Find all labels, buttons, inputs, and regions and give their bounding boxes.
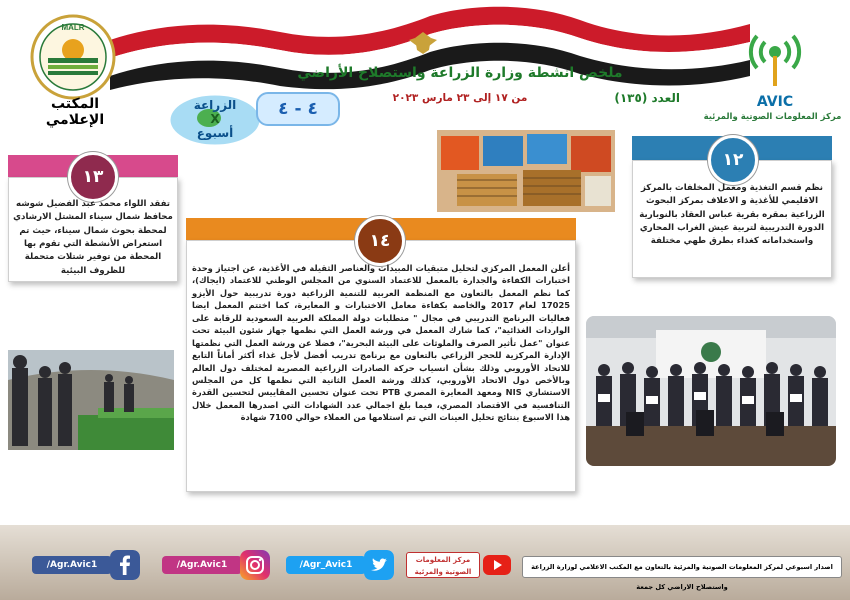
card-12-number: ١٢ — [708, 135, 758, 185]
badge-line-x: X — [210, 112, 220, 126]
training-cages-photo — [437, 130, 615, 212]
footer-note: اصدار اسبوعي لمركز المعلومات الصوتية والمرئية بالتعاون مع المكتب الاعلامي لوزارة الزراعة واستصلاح الاراضي كل جمعة — [522, 556, 842, 578]
card-13-number: ١٣ — [68, 152, 118, 202]
svg-text:MALR: MALR — [61, 23, 85, 32]
facebook-handle: /Agr.Avic1 — [32, 556, 112, 574]
card-13-text: تفقد اللواء محمد عبد الفضيل شوشه محافظ شمال سيناء المشتل الارشادي لمحطة بحوث شمال سيناء، حيث تم استعراض الأنشطة التي تقوم بها المحطة من توفير شتلات متحملة للظروف البيئية — [13, 199, 173, 276]
issue-number: العدد (١٣٥) — [614, 91, 680, 105]
youtube-icon — [482, 550, 512, 580]
card-12-text: نظم قسم التغذية ومعمل المخلفات بالمركز الاقليمي للأغذية و الاعلاف بمركز البحوث الزراعية بمقره بقرية عباس العقاد بالنوبارية الدورة التدريبية لتربية عيش الغراب المحاري واستخداماته كغذاء بطرق طهي مختلفة — [639, 183, 825, 247]
instagram-icon — [240, 550, 270, 580]
avic-logo-text: AVIC — [756, 94, 794, 110]
avic-logo — [735, 18, 815, 90]
twitter-handle: /Agr_Avic1 — [286, 556, 366, 574]
greenhouse-visit-photo — [8, 350, 174, 450]
bulletin-title: ملخص انشطة وزارة الزراعة واستصلاح الأراضي — [297, 65, 623, 81]
badge-line-week: أسبوع — [196, 126, 234, 140]
ministry-logo — [30, 14, 116, 100]
date-range: من ١٧ إلى ٢٣ مارس ٢٠٢٣ — [392, 92, 528, 104]
instagram-handle: /Agr.Avic1 — [162, 556, 242, 574]
card-14-text: أعلن المعمل المركزي لتحليل متبقيات المبيدات والعناصر الثقيلة في الأغذية، عن اجتياز وحدة اختبارات الكفاءة والجدارة بالمعمل للاعتماد السنوي من المجلس الوطني للاعتماد (ايجاك)، كما نظم المعمل بالتعاون مع المنظمة العربية للتنمية الزراعية دورة تدريبية حول الأيزو 17025 لعام 2017 والخاصة بكفاءة معامل الاختبارات و المعايرة، كما اختتم المعمل ايضا فعاليات البرنامج التدريبي في مجال " متطلبات دولة المملكة العربية السعودية للرقابة على الواردات الغذائية"، كما شارك المعمل في ورشة العمل التي نظمها جهاز شئون البيئة تحت عنوان "عمل تأثير الصرف والملوثات على البيئة البحرية"، فضلا عن ورشة العمل التي نظمتها الإدارة المركزية للحجر الزراعي بالتعاون مع برنامج تدريب أفضل لأجل غذاء أكثر أماناً التابع للاتحاد الأوروبي وذلك بشأن انسياب حركة الصادرات الزراعية المصرية لمختلف دول العالم وبالأخص دول الاتحاد الأوروبي، كذلك ورشة العمل الثانية التي نظمها كل من المجلس الاستشاري NIS ومعهد المعايرة المصري PTB تحت عنوان تحسين المقاييس لتحسين القدرة التنافسية في الاقتصاد المصري، فيما بلغ اجمالي عدد الشهادات التي اصدرها المعمل خلال هذا الاسبوع بنتائج تحليل العينات التي تم استلامها من العملاء حوالي 7100 شهادة — [192, 263, 570, 423]
avic-caption: مركز المعلومات الصوتية والمرئية — [703, 112, 842, 122]
twitter-icon — [364, 550, 394, 580]
youtube-channel-name: مركز المعلومات الصوتية والمرئية — [406, 552, 480, 578]
youtube-link[interactable] — [404, 548, 512, 582]
card-14-number: ١٤ — [355, 216, 405, 266]
facebook-link[interactable] — [28, 550, 140, 580]
weekly-badge — [165, 90, 265, 148]
badge-line-agriculture: الزراعة — [193, 98, 237, 112]
twitter-link[interactable] — [282, 550, 394, 580]
instagram-link[interactable] — [158, 550, 270, 580]
edition-code: ٤ - ٤ — [256, 92, 340, 126]
certificate-ceremony-photo — [586, 316, 836, 466]
media-office-label: المكتب الإعلامي — [45, 96, 105, 128]
facebook-icon — [110, 550, 140, 580]
